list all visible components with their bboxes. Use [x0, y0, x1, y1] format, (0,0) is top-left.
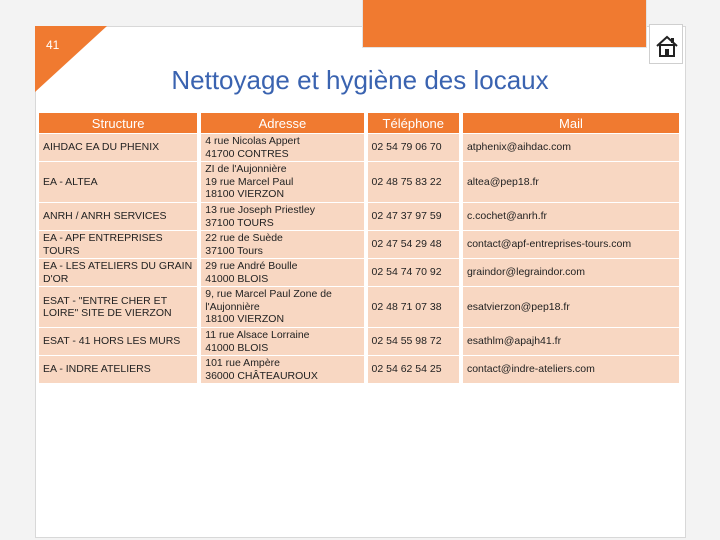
cell-address [201, 162, 363, 202]
cell-address [201, 134, 363, 161]
address-line: 29 rue André Boulle [205, 260, 298, 272]
header-mail: Mail [463, 113, 679, 133]
cell-mail: esathlm@apajh41.fr [463, 328, 679, 355]
cell-mail: c.cochet@anrh.fr [463, 203, 679, 230]
address-line: 101 rue Ampère [205, 357, 280, 369]
cell-structure: EA - ALTEA [39, 162, 197, 202]
header-structure: Structure [39, 113, 197, 133]
cell-address [201, 231, 363, 258]
table-row [39, 203, 679, 230]
address-line: 19 rue Marcel Paul [205, 175, 294, 188]
address-line: ZI de l'Aujonnière [205, 163, 287, 176]
address-line: 11 rue Alsace Lorraine [205, 329, 310, 341]
table-row [39, 162, 679, 202]
contacts-table [39, 112, 679, 384]
cell-structure: AIHDAC EA DU PHENIX [39, 134, 197, 161]
address-line: 37100 TOURS [205, 216, 274, 229]
cell-mail: altea@pep18.fr [463, 162, 679, 202]
cell-phone: 02 48 71 07 38 [368, 287, 460, 327]
table-row [39, 231, 679, 258]
address-line: 22 rue de Suède [205, 232, 283, 244]
cell-mail: atphenix@aihdac.com [463, 134, 679, 161]
address-line: 4 rue Nicolas Appert [205, 135, 300, 147]
cell-phone: 02 54 74 70 92 [368, 259, 460, 286]
address-line: 18100 VIERZON [205, 313, 285, 326]
address-line: 36000 CHÂTEAUROUX [205, 369, 318, 382]
cell-address [201, 356, 363, 383]
address-line: 9, rue Marcel Paul Zone de l'Aujonnière [205, 288, 332, 313]
cell-mail: contact@apf-entreprises-tours.com [463, 231, 679, 258]
cell-structure: EA - INDRE ATELIERS [39, 356, 197, 383]
address-line: 41700 CONTRES [205, 147, 289, 160]
table-row [39, 356, 679, 383]
cell-address [201, 287, 363, 327]
cell-phone: 02 47 54 29 48 [368, 231, 460, 258]
cell-phone: 02 54 79 06 70 [368, 134, 460, 161]
home-icon [654, 33, 680, 59]
cell-mail: graindor@legraindor.com [463, 259, 679, 286]
cell-mail: contact@indre-ateliers.com [463, 356, 679, 383]
home-button[interactable] [649, 24, 683, 64]
cell-structure: ANRH / ANRH SERVICES [39, 203, 197, 230]
cell-address [201, 259, 363, 286]
cell-phone: 02 54 55 98 72 [368, 328, 460, 355]
table-row [39, 328, 679, 355]
cell-structure: EA - APF ENTREPRISES TOURS [39, 231, 197, 258]
address-line: 41000 BLOIS [205, 272, 269, 285]
cell-structure: ESAT - "ENTRE CHER ET LOIRE" SITE DE VIERZON [39, 287, 197, 327]
page-title: Nettoyage et hygiène des locaux [171, 65, 549, 95]
header-address: Adresse [201, 113, 363, 133]
address-line: 37100 Tours [205, 244, 263, 257]
table-row [39, 259, 679, 286]
table-header-row [39, 113, 679, 133]
cell-phone: 02 48 75 83 22 [368, 162, 460, 202]
cell-address [201, 328, 363, 355]
address-line: 18100 VIERZON [205, 188, 285, 201]
cell-phone: 02 47 37 97 59 [368, 203, 460, 230]
header-phone: Téléphone [368, 113, 460, 133]
cell-address [201, 203, 363, 230]
cell-phone: 02 54 62 54 25 [368, 356, 460, 383]
page-number: 41 [46, 38, 60, 52]
cell-structure: EA - LES ATELIERS DU GRAIN D'OR [39, 259, 197, 286]
table-row [39, 134, 679, 161]
cell-structure: ESAT - 41 HORS LES MURS [39, 328, 197, 355]
address-line: 41000 BLOIS [205, 341, 269, 354]
address-line: 13 rue Joseph Priestley [205, 204, 315, 216]
table-row [39, 287, 679, 327]
cell-mail: esatvierzon@pep18.fr [463, 287, 679, 327]
top-accent-box [362, 0, 647, 48]
